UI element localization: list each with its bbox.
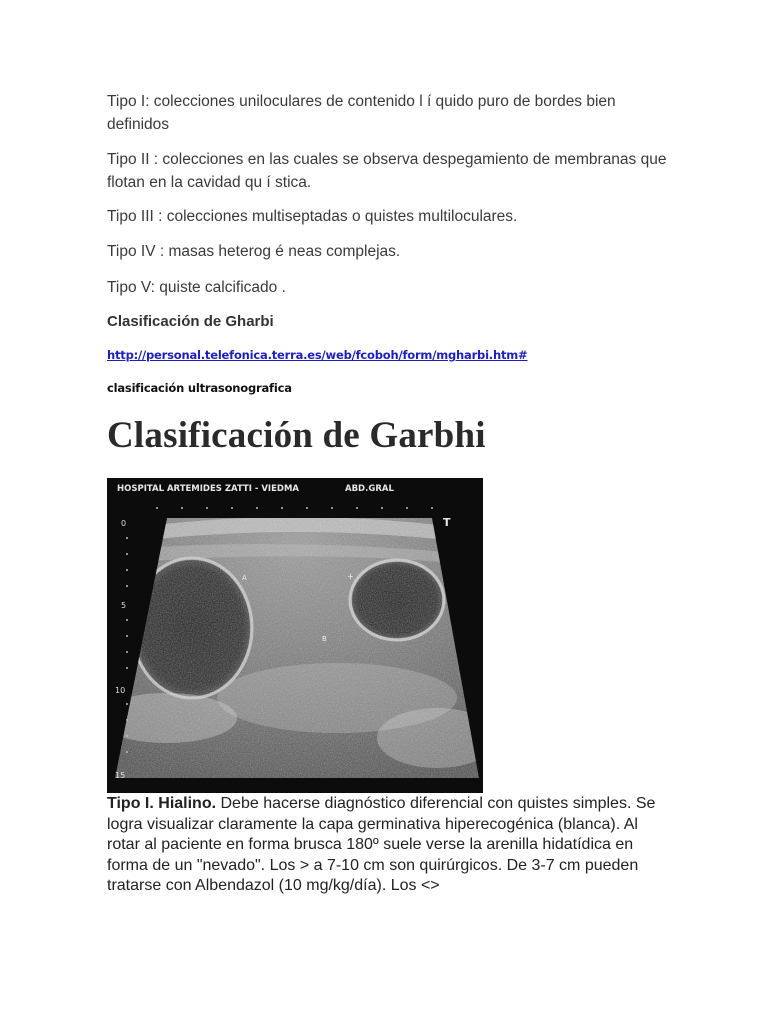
ultrasound-label: clasificación ultrasonografica xyxy=(107,381,292,395)
description-body: Debe hacerse diagnóstico diferencial con quistes simples. Se logra visualizar claramente la capa germinativa hiperecogénica (blanca). Al rotar al paciente en forma brusca 180º suele verse la arenilla hidatídica en forma de un "nevado". Los > a 7-10 cm son quirúrgicos. De 3-7 cm pueden tratarse con Albendazol (10 mg/kg/día). Los <> xyxy=(107,795,656,895)
depth-mark-10: 10 xyxy=(115,686,126,695)
depth-mark-15: 15 xyxy=(115,771,126,780)
ultrasound-header-left: HOSPITAL ARTEMIDES ZATTI - VIEDMA xyxy=(117,484,299,494)
ultrasound-header-right: ABD.GRAL xyxy=(345,484,394,494)
paragraph-tipo-4: Tipo IV : masas heterog é neas complejas. xyxy=(107,243,401,260)
description-title: Tipo I. Hialino. xyxy=(107,795,217,812)
section-heading: Clasificación de Gharbi xyxy=(107,313,274,330)
paragraph-tipo-5: Tipo V: quiste calcificado . xyxy=(107,279,286,296)
tipo-1-description xyxy=(107,794,667,897)
crosshair-marker: + xyxy=(347,572,354,581)
marker-t: T xyxy=(443,516,451,529)
source-link[interactable]: http://personal.telefonica.terra.es/web/fcoboh/form/mgharbi.htm# xyxy=(107,348,528,362)
ultrasound-image xyxy=(107,478,483,793)
depth-mark-5: 5 xyxy=(121,601,127,610)
paragraph-tipo-3: Tipo III : colecciones multiseptadas o quistes multiloculares. xyxy=(107,208,518,225)
label-b: B xyxy=(322,635,327,643)
paragraph-tipo-2: Tipo II : colecciones en las cuales se observa despegamiento de membranas que flotan en la cavidad qu í stica. xyxy=(107,151,667,191)
paragraph-tipo-1: Tipo I: colecciones uniloculares de contenido l í quido puro de bordes bien definidos xyxy=(107,93,616,133)
page-title: Clasificación de Garbhi xyxy=(107,415,486,456)
label-a: A xyxy=(242,574,247,582)
depth-mark-0: 0 xyxy=(121,519,127,528)
